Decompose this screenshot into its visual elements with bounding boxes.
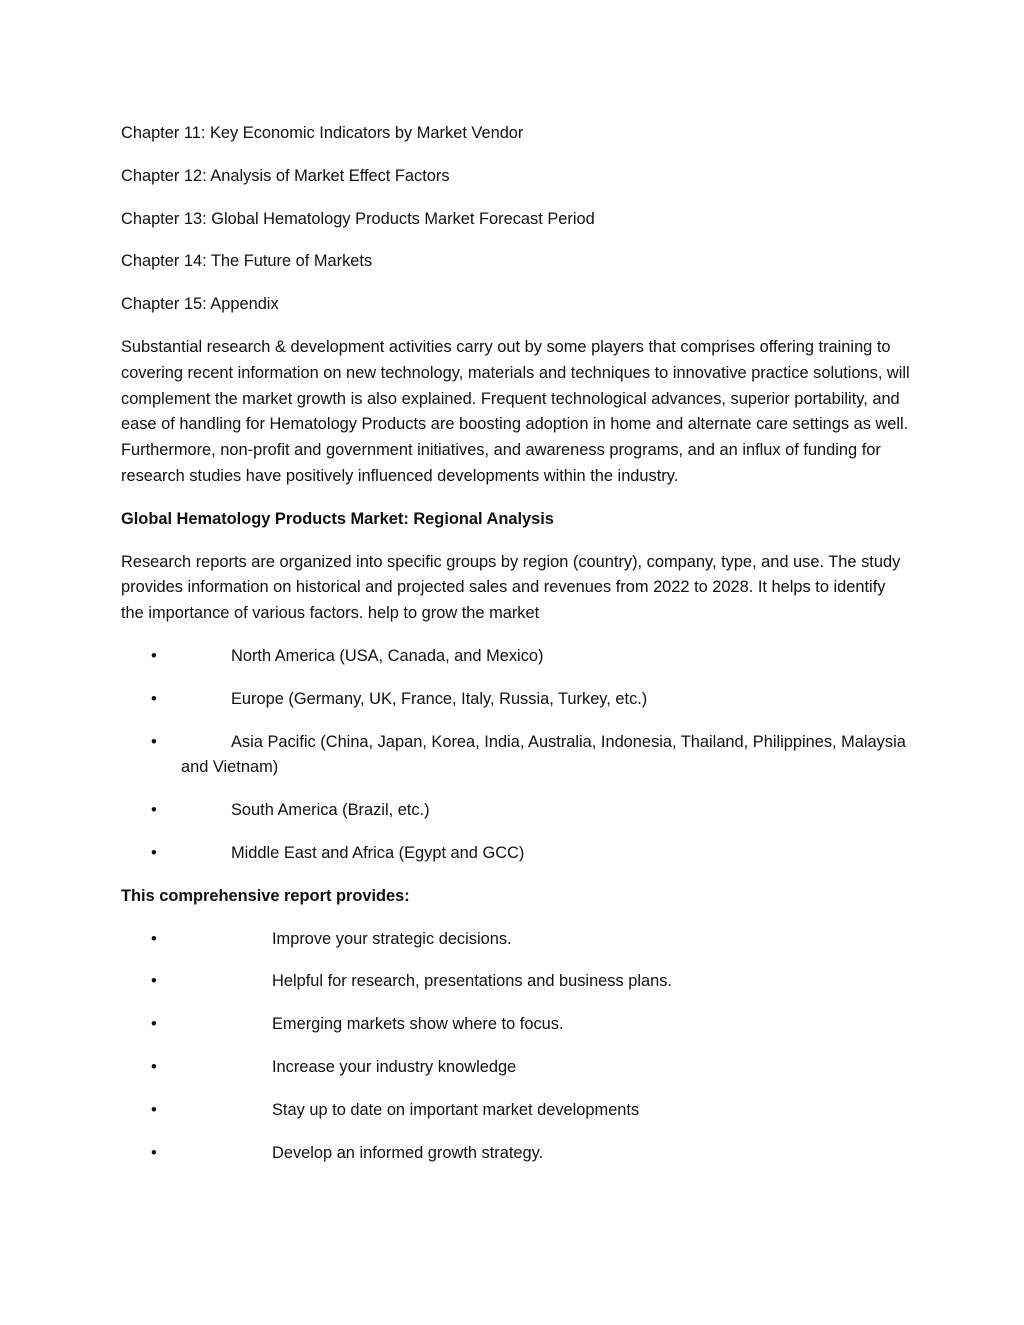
region-label: Europe (Germany, UK, France, Italy, Russia, Turkey, etc.) xyxy=(231,689,648,708)
list-item xyxy=(121,1055,911,1081)
bullet-icon: • xyxy=(151,732,157,751)
chapter-line: Chapter 11: Key Economic Indicators by Market Vendor xyxy=(121,124,524,142)
bullet-icon: • xyxy=(151,1015,157,1034)
list-item xyxy=(121,798,911,824)
list-item xyxy=(121,1098,911,1124)
list-item xyxy=(121,644,911,670)
document-page xyxy=(121,121,911,1183)
report-provides-heading: This comprehensive report provides: xyxy=(121,886,410,905)
benefit-label: Improve your strategic decisions. xyxy=(272,929,512,948)
list-item xyxy=(121,1012,911,1038)
chapter-line: Chapter 13: Global Hematology Products Market Forecast Period xyxy=(121,209,595,228)
benefit-label: Emerging markets show where to focus. xyxy=(272,1015,564,1034)
region-label: Asia Pacific (China, Japan, Korea, India, Australia, Indonesia, Thailand, Philippines, Malaysia and Vietnam) xyxy=(181,732,906,777)
intro-paragraph: Substantial research & development activities carry out by some players that comprises offering training to covering recent information on new technology, materials and techniques to innovative practice solutions, will complement the market growth is also explained. Frequent technological advances, superior portability, and ease of handling for Hematology Products are boosting adoption in home and alternate care settings as well. Furthermore, non-profit and government initiatives, and awareness programs, and an influx of funding for research studies have positively influenced developments within the industry. xyxy=(121,337,910,485)
report-benefits-list xyxy=(121,927,911,1167)
chapter-line: Chapter 15: Appendix xyxy=(121,295,279,314)
list-item xyxy=(121,927,911,953)
bullet-icon: • xyxy=(151,646,157,665)
bullet-icon: • xyxy=(151,972,157,991)
benefit-label: Helpful for research, presentations and business plans. xyxy=(272,972,672,991)
bullet-icon: • xyxy=(151,929,157,948)
bullet-icon: • xyxy=(151,689,157,708)
list-item xyxy=(121,969,911,995)
regional-analysis-heading: Global Hematology Products Market: Regional Analysis xyxy=(121,509,554,528)
region-label: Middle East and Africa (Egypt and GCC) xyxy=(231,843,525,862)
region-list xyxy=(121,644,911,867)
region-label: South America (Brazil, etc.) xyxy=(231,801,430,820)
bullet-icon: • xyxy=(151,1057,157,1076)
bullet-icon: • xyxy=(151,1100,157,1119)
benefit-label: Stay up to date on important market developments xyxy=(272,1100,640,1119)
bullet-icon: • xyxy=(151,843,157,862)
regional-analysis-paragraph: Research reports are organized into specific groups by region (country), company, type, and use. The study provides information on historical and projected sales and revenues from 2022 to 2028. It helps to identify the importance of various factors. help to grow the market xyxy=(121,552,901,623)
region-label: North America (USA, Canada, and Mexico) xyxy=(231,646,544,665)
list-item xyxy=(121,730,911,782)
list-item xyxy=(121,687,911,713)
list-item xyxy=(121,1141,911,1167)
bullet-icon: • xyxy=(151,1143,157,1162)
chapter-line: Chapter 12: Analysis of Market Effect Factors xyxy=(121,166,450,185)
list-item xyxy=(121,841,911,867)
bullet-icon: • xyxy=(151,801,157,820)
chapter-line: Chapter 14: The Future of Markets xyxy=(121,252,373,271)
benefit-label: Develop an informed growth strategy. xyxy=(272,1143,544,1162)
benefit-label: Increase your industry knowledge xyxy=(272,1057,517,1076)
